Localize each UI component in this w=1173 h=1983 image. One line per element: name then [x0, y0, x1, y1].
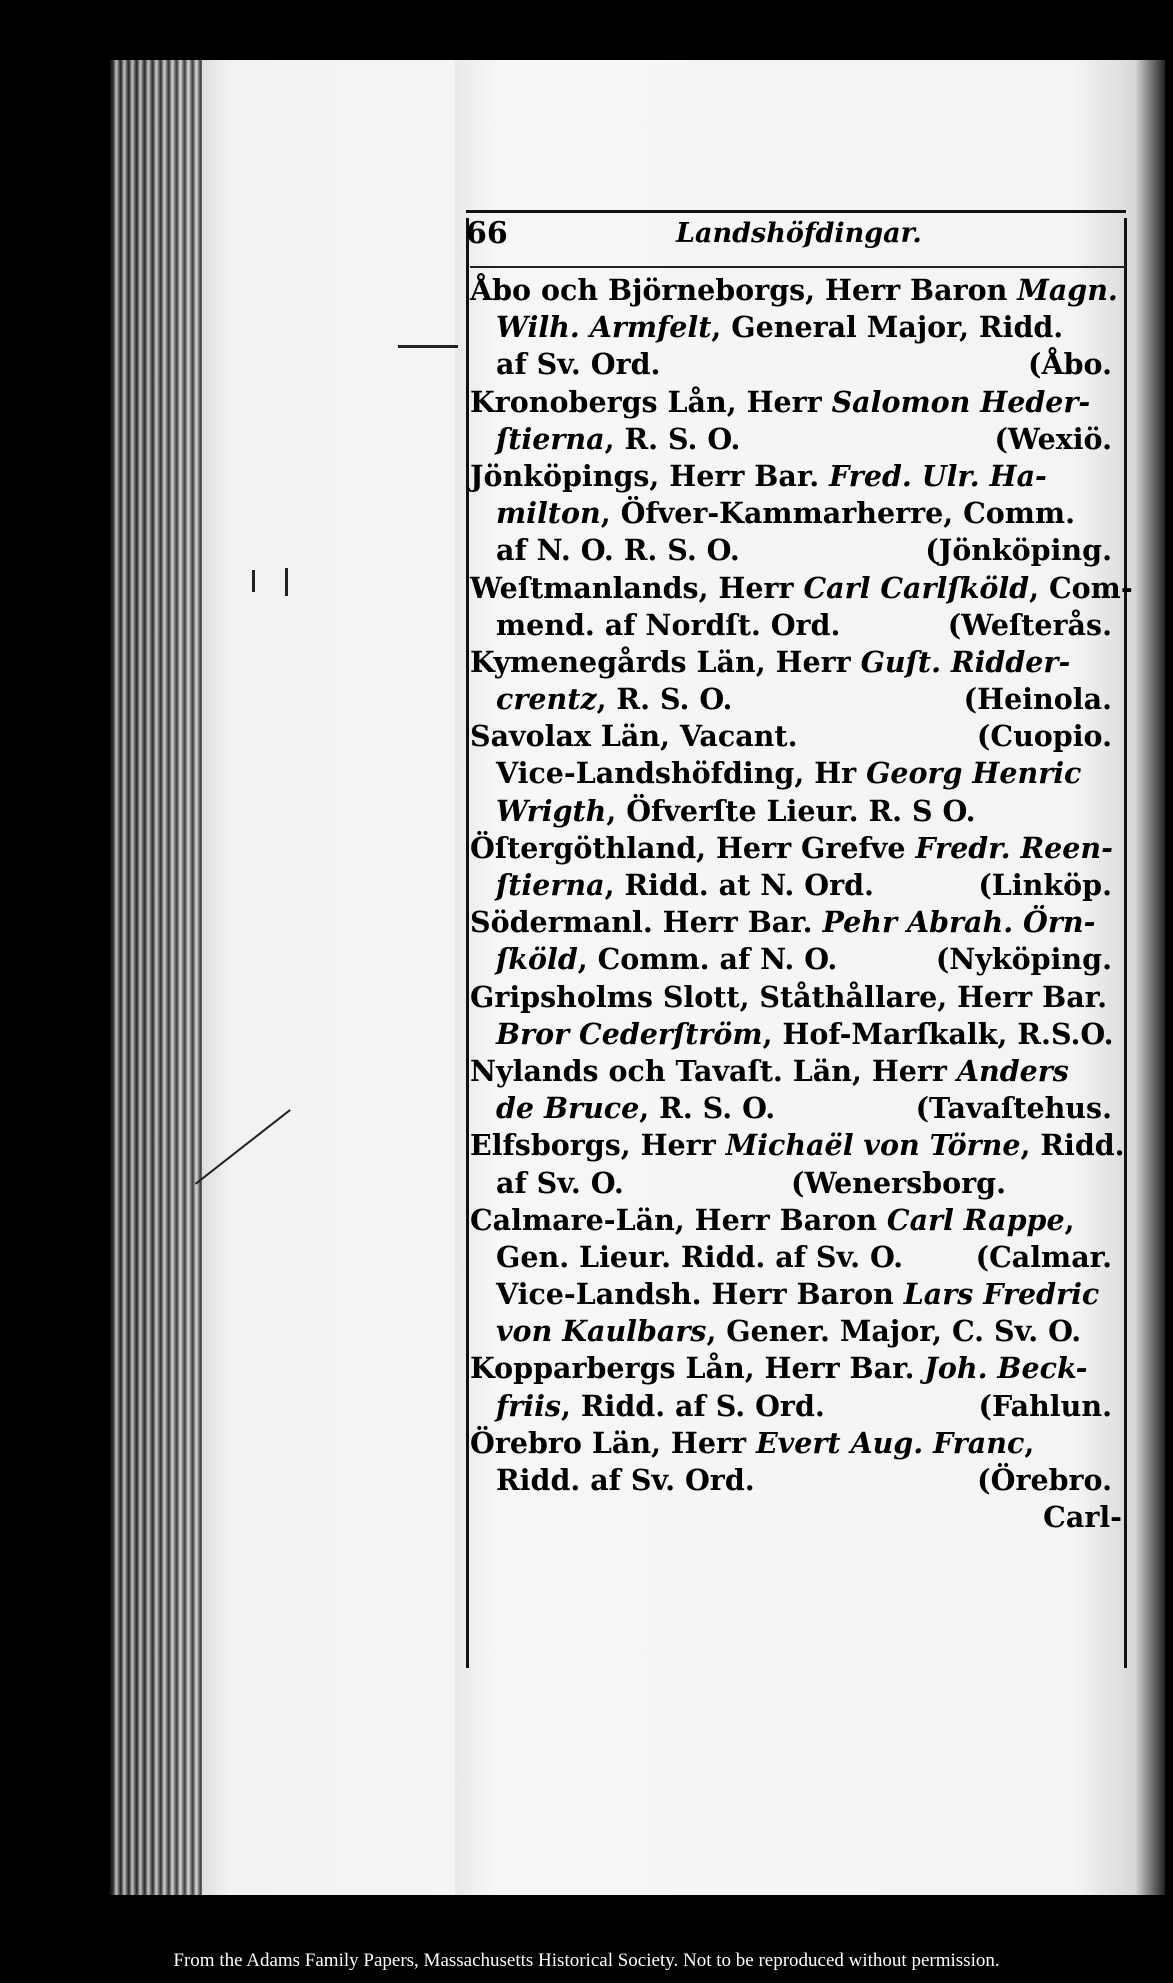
page-number: 66 [466, 216, 508, 251]
entry-line-text: ſtierna, R. S. O. [496, 421, 741, 456]
entry-line-text: von Kaulbars, Gener. Major, C. Sv. O. [496, 1314, 1082, 1349]
entry-line [466, 607, 1126, 644]
entry-line-text: Örebro Län, Herr Evert Aug. Franc, [470, 1425, 1035, 1460]
entry-line-text: Kymenegårds Län, Herr Guſt. Ridder- [470, 644, 1071, 679]
entry-line [466, 1202, 1126, 1239]
margin-tick-mark-2 [285, 568, 288, 596]
entry-line [466, 421, 1126, 458]
running-head: Landshöfdingar. [676, 218, 922, 249]
entry-line-text: milton, Öfver-Kammarherre, Comm. [496, 496, 1076, 531]
entry-residence: (Calmar. [975, 1239, 1112, 1274]
entry-line-text: de Bruce, R. S. O. [496, 1091, 776, 1126]
entry-line [466, 1425, 1126, 1462]
entry-residence: (Heinola. [963, 682, 1112, 717]
entry-line [466, 384, 1126, 421]
entry-residence: (Åbo. [1028, 347, 1112, 382]
entry-line [466, 1388, 1126, 1425]
entry-line-text: crentz, R. S. O. [496, 682, 733, 717]
entry-line-text: Wilh. Armfelt, General Major, Ridd. [496, 310, 1064, 345]
entry-residence: (Wenersborg. [790, 1165, 1006, 1200]
entry-line-text: Elfsborgs, Herr Michaël von Törne, Ridd. [470, 1128, 1125, 1163]
entry-line [466, 1127, 1126, 1164]
entry-line-text: af Sv. Ord. [496, 347, 661, 382]
entry-residence: (Örebro. [977, 1463, 1112, 1497]
entry-line-text: af N. O. R. S. O. [496, 533, 740, 568]
copyright-footer: From the Adams Family Papers, Massachusetts Historical Society. Not to be reproduced without permission. [173, 1950, 1000, 1971]
entry-line [466, 272, 1126, 309]
entry-line-text: Kopparbergs Lån, Herr Bar. Joh. Beck- [470, 1351, 1088, 1386]
entry-line [466, 904, 1126, 941]
catchword-line [466, 1499, 1126, 1536]
entry-line [466, 793, 1126, 830]
entry-line-text: Jönköpings, Herr Bar. Fred. Ulr. Ha- [470, 458, 1047, 493]
entries-list [466, 272, 1133, 1536]
entry-line-text: friis, Ridd. af S. Ord. [496, 1388, 825, 1423]
entry-line-text: Öſtergöthland, Herr Grefve Fredr. Reen- [470, 830, 1113, 865]
entry-line [466, 681, 1126, 718]
entry-line-text: ſtierna, Ridd. at N. Ord. [496, 868, 874, 902]
entry-line [466, 718, 1126, 755]
entry-line [466, 570, 1133, 607]
entry-line-text: Bror Cederſtröm, Hof-Marſkalk, R.S.O. [496, 1016, 1114, 1051]
entry-line [466, 1016, 1126, 1053]
entry-residence: (Wexiö. [994, 421, 1112, 456]
entry-line [466, 1165, 1126, 1202]
entry-residence: (Tavaſtehus. [915, 1091, 1112, 1126]
entry-line-text: Vice-Landsh. Herr Baron Lars Fredric [496, 1277, 1100, 1312]
page-edges [112, 60, 202, 1895]
entry-line-text: Nylands och Tavaſt. Län, Herr Anders [470, 1053, 1069, 1088]
margin-dash-mark [398, 345, 458, 348]
entry-line-text: af Sv. O. [496, 1165, 624, 1200]
entry-line [466, 644, 1126, 681]
entry-line [466, 1313, 1126, 1350]
entry-line-text: Savolax Län, Vacant. [470, 719, 798, 754]
entry-line [466, 1462, 1126, 1499]
entry-line-text: Calmare-Län, Herr Baron Carl Rappe, [470, 1202, 1075, 1237]
header-rule [470, 266, 1126, 268]
margin-tick-mark [252, 570, 255, 592]
entry-line-text: Wrigth, Öfverſte Lieur. R. S O. [496, 793, 976, 828]
entry-line [466, 1090, 1126, 1127]
entry-residence: (Weſterås. [947, 607, 1112, 642]
entry-line [466, 830, 1126, 867]
entry-line-text: Åbo och Björneborgs, Herr Baron Magn. [470, 273, 1118, 307]
entry-line [466, 979, 1126, 1016]
entry-line [466, 495, 1126, 532]
entry-residence: (Linköp. [978, 868, 1112, 902]
entry-line [466, 532, 1126, 569]
entry-line [466, 1276, 1126, 1313]
entry-line [466, 458, 1126, 495]
entry-line-text: Gen. Lieur. Ridd. af Sv. O. [496, 1239, 904, 1274]
entry-line-text: Ridd. af Sv. Ord. [496, 1463, 755, 1497]
entry-line [466, 941, 1126, 978]
entry-residence: (Jönköping. [925, 533, 1112, 568]
entry-line-text: Weſtmanlands, Herr Carl Carlſköld, Com- [470, 570, 1133, 605]
entry-line [466, 1350, 1126, 1387]
entry-residence: (Fahlun. [978, 1388, 1112, 1423]
entry-residence: (Cuopio. [976, 719, 1112, 754]
page-header [466, 212, 1126, 264]
entry-line-text: mend. af Nordſt. Ord. [496, 607, 841, 642]
entry-line [466, 346, 1126, 383]
entry-line-text: ſköld, Comm. af N. O. [496, 942, 838, 977]
entry-line-text: Södermanl. Herr Bar. Pehr Abrah. Örn- [470, 905, 1096, 940]
entry-line-text: Kronobergs Lån, Herr Salomon Heder- [470, 384, 1091, 419]
entry-line [466, 867, 1126, 904]
entry-line-text: Gripsholms Slott, Ståthållare, Herr Bar. [470, 979, 1107, 1014]
entry-line [466, 1053, 1126, 1090]
entry-residence: (Nyköping. [935, 942, 1112, 977]
entry-line [466, 1239, 1126, 1276]
entry-line [466, 755, 1126, 792]
entry-line-text: Vice-Landshöfding, Hr Georg Henric [496, 756, 1082, 791]
catchword: Carl- [1043, 1500, 1122, 1535]
entry-line [466, 309, 1126, 346]
